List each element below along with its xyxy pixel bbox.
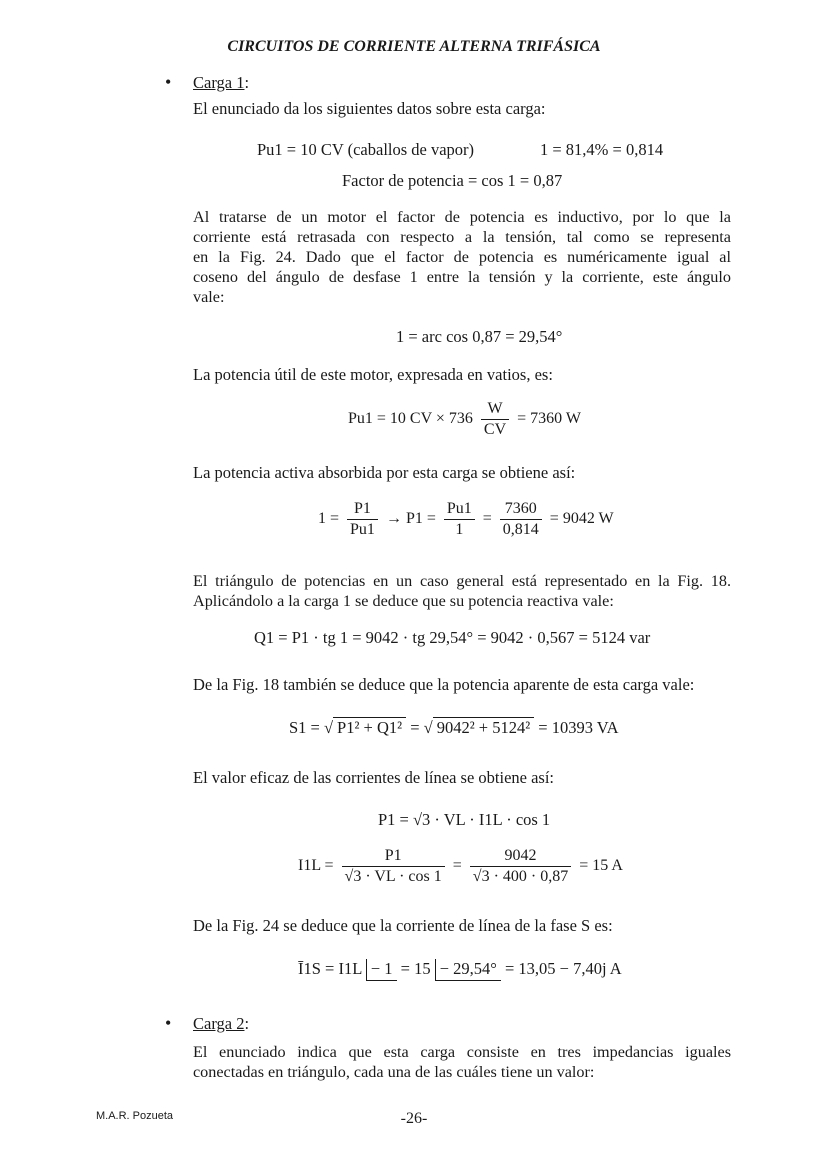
fraction-num: Pu1: [444, 500, 475, 520]
page-number: -26-: [400, 1110, 428, 1127]
q1-equation: Q1 = P1 · tg 1 = 9042 · tg 29,54° = 9042 · 0,567 = 5124 var: [254, 628, 651, 647]
eq-term: =: [410, 718, 420, 737]
fraction-den: √3 · VL · cos 1: [344, 868, 442, 885]
bullet-icon: •: [165, 72, 172, 92]
section-colon: :: [244, 1014, 250, 1033]
footer-author: M.A.R. Pozueta: [96, 1110, 174, 1122]
section-colon: :: [244, 73, 250, 92]
paragraph-line: coseno del ángulo de desfase 1 entre la tensión y la corriente, este ángulo: [193, 268, 731, 286]
eq-term: = 9042 W: [549, 510, 614, 528]
paragraph-carga-2: [193, 1042, 731, 1082]
eq-term: S1 =: [289, 718, 320, 737]
paragraph-phase-s: De la Fig. 24 se deduce que la corriente de línea de la fase S es:: [193, 916, 613, 935]
eq-term: Pu1 = 10 CV × 736: [348, 410, 473, 428]
fraction: [481, 400, 509, 439]
fraction: [444, 500, 475, 539]
eq-term: I1L =: [298, 857, 334, 875]
p1-equation: [318, 500, 614, 539]
i1l-equation: [298, 847, 623, 886]
eq-term: 1 =: [318, 510, 340, 528]
paragraph-useful-power: La potencia útil de este motor, expresada en vatios, es:: [193, 365, 553, 384]
fraction-den: CV: [483, 421, 507, 438]
eta-data: 1 = 81,4% = 0,814: [540, 140, 664, 159]
fraction-num: P1: [347, 500, 378, 520]
paragraph-triangle: [193, 571, 731, 611]
fraction: [470, 847, 571, 886]
paragraph-line: corriente está retrasada con respecto a la tensión, tal como se representa: [193, 228, 731, 246]
angle-term: − 1: [366, 959, 397, 981]
s1-equation: S1 = √ P1² + Q1² = √ 9042² + 5124² = 10393 VA: [289, 718, 619, 737]
paragraph-line: conectadas en triángulo, cada una de las cuáles tiene un valor:: [193, 1063, 595, 1081]
eq-term: Ī1S = I1L: [298, 959, 362, 978]
eq-term: → P1 =: [385, 510, 436, 528]
eq-term: = 7360 W: [517, 410, 581, 428]
power-equation: P1 = √3 · VL · I1L · cos 1: [378, 810, 551, 829]
fraction: [342, 847, 445, 886]
angle-term: − 29,54°: [435, 959, 501, 981]
power-factor-data: Factor de potencia = cos 1 = 0,87: [342, 171, 563, 190]
pu1-equation: [348, 400, 581, 439]
paragraph-line: El triángulo de potencias en un caso general está representado en la Fig. 18.: [193, 572, 731, 590]
fraction-den: Pu1: [350, 521, 375, 538]
pu1-data: Pu1 = 10 CV (caballos de vapor): [257, 140, 475, 159]
paragraph-line: El enunciado indica que esta carga consiste en tres impedancias iguales: [193, 1043, 731, 1061]
section-title: Carga 1: [193, 73, 245, 92]
paragraph-line: en la Fig. 24. Dado que el factor de potencia es numéricamente igual al: [193, 248, 731, 266]
paragraph-active-power: La potencia activa absorbida por esta carga se obtiene así:: [193, 463, 576, 482]
eq-term: = 10393 VA: [538, 718, 619, 737]
eq-term: = 15 A: [579, 857, 623, 875]
paragraph-line: vale:: [193, 288, 225, 306]
section-carga-1: [193, 73, 249, 93]
eq-term: = 15: [400, 959, 431, 978]
sqrt-term: 9042² + 5124²: [433, 717, 534, 738]
fraction-num: 9042: [470, 847, 571, 867]
paragraph-line-current: El valor eficaz de las corrientes de línea se obtiene así:: [193, 768, 555, 787]
eq-term: = 13,05 − 7,40j A: [504, 959, 622, 978]
fraction: [500, 500, 542, 539]
paragraph-motor: [193, 207, 731, 307]
phi-equation: 1 = arc cos 0,87 = 29,54°: [396, 327, 563, 346]
eq-term: =: [482, 510, 492, 528]
section-carga-2: [193, 1014, 249, 1034]
fraction: [347, 500, 378, 539]
section-title: Carga 2: [193, 1014, 245, 1033]
eq-term: =: [452, 857, 462, 875]
intro-text: El enunciado da los siguientes datos sobre esta carga:: [193, 99, 546, 118]
i1s-equation: [298, 959, 622, 981]
paragraph-line: Aplicándolo a la carga 1 se deduce que su potencia reactiva vale:: [193, 592, 614, 610]
paragraph-line: Al tratarse de un motor el factor de potencia es inductivo, por lo que la: [193, 208, 731, 226]
page-title: CIRCUITOS DE CORRIENTE ALTERNA TRIFÁSICA: [227, 38, 601, 55]
fraction-num: W: [481, 400, 509, 420]
fraction-num: P1: [342, 847, 445, 867]
paragraph-apparent-power: De la Fig. 18 también se deduce que la potencia aparente de esta carga vale:: [193, 675, 695, 694]
fraction-num: 7360: [500, 500, 542, 520]
fraction-den: 0,814: [502, 521, 539, 538]
sqrt-term: P1² + Q1²: [333, 717, 406, 738]
bullet-icon: •: [165, 1013, 172, 1033]
fraction-den: √3 · 400 · 0,87: [472, 868, 569, 885]
fraction-den: 1: [455, 521, 464, 538]
